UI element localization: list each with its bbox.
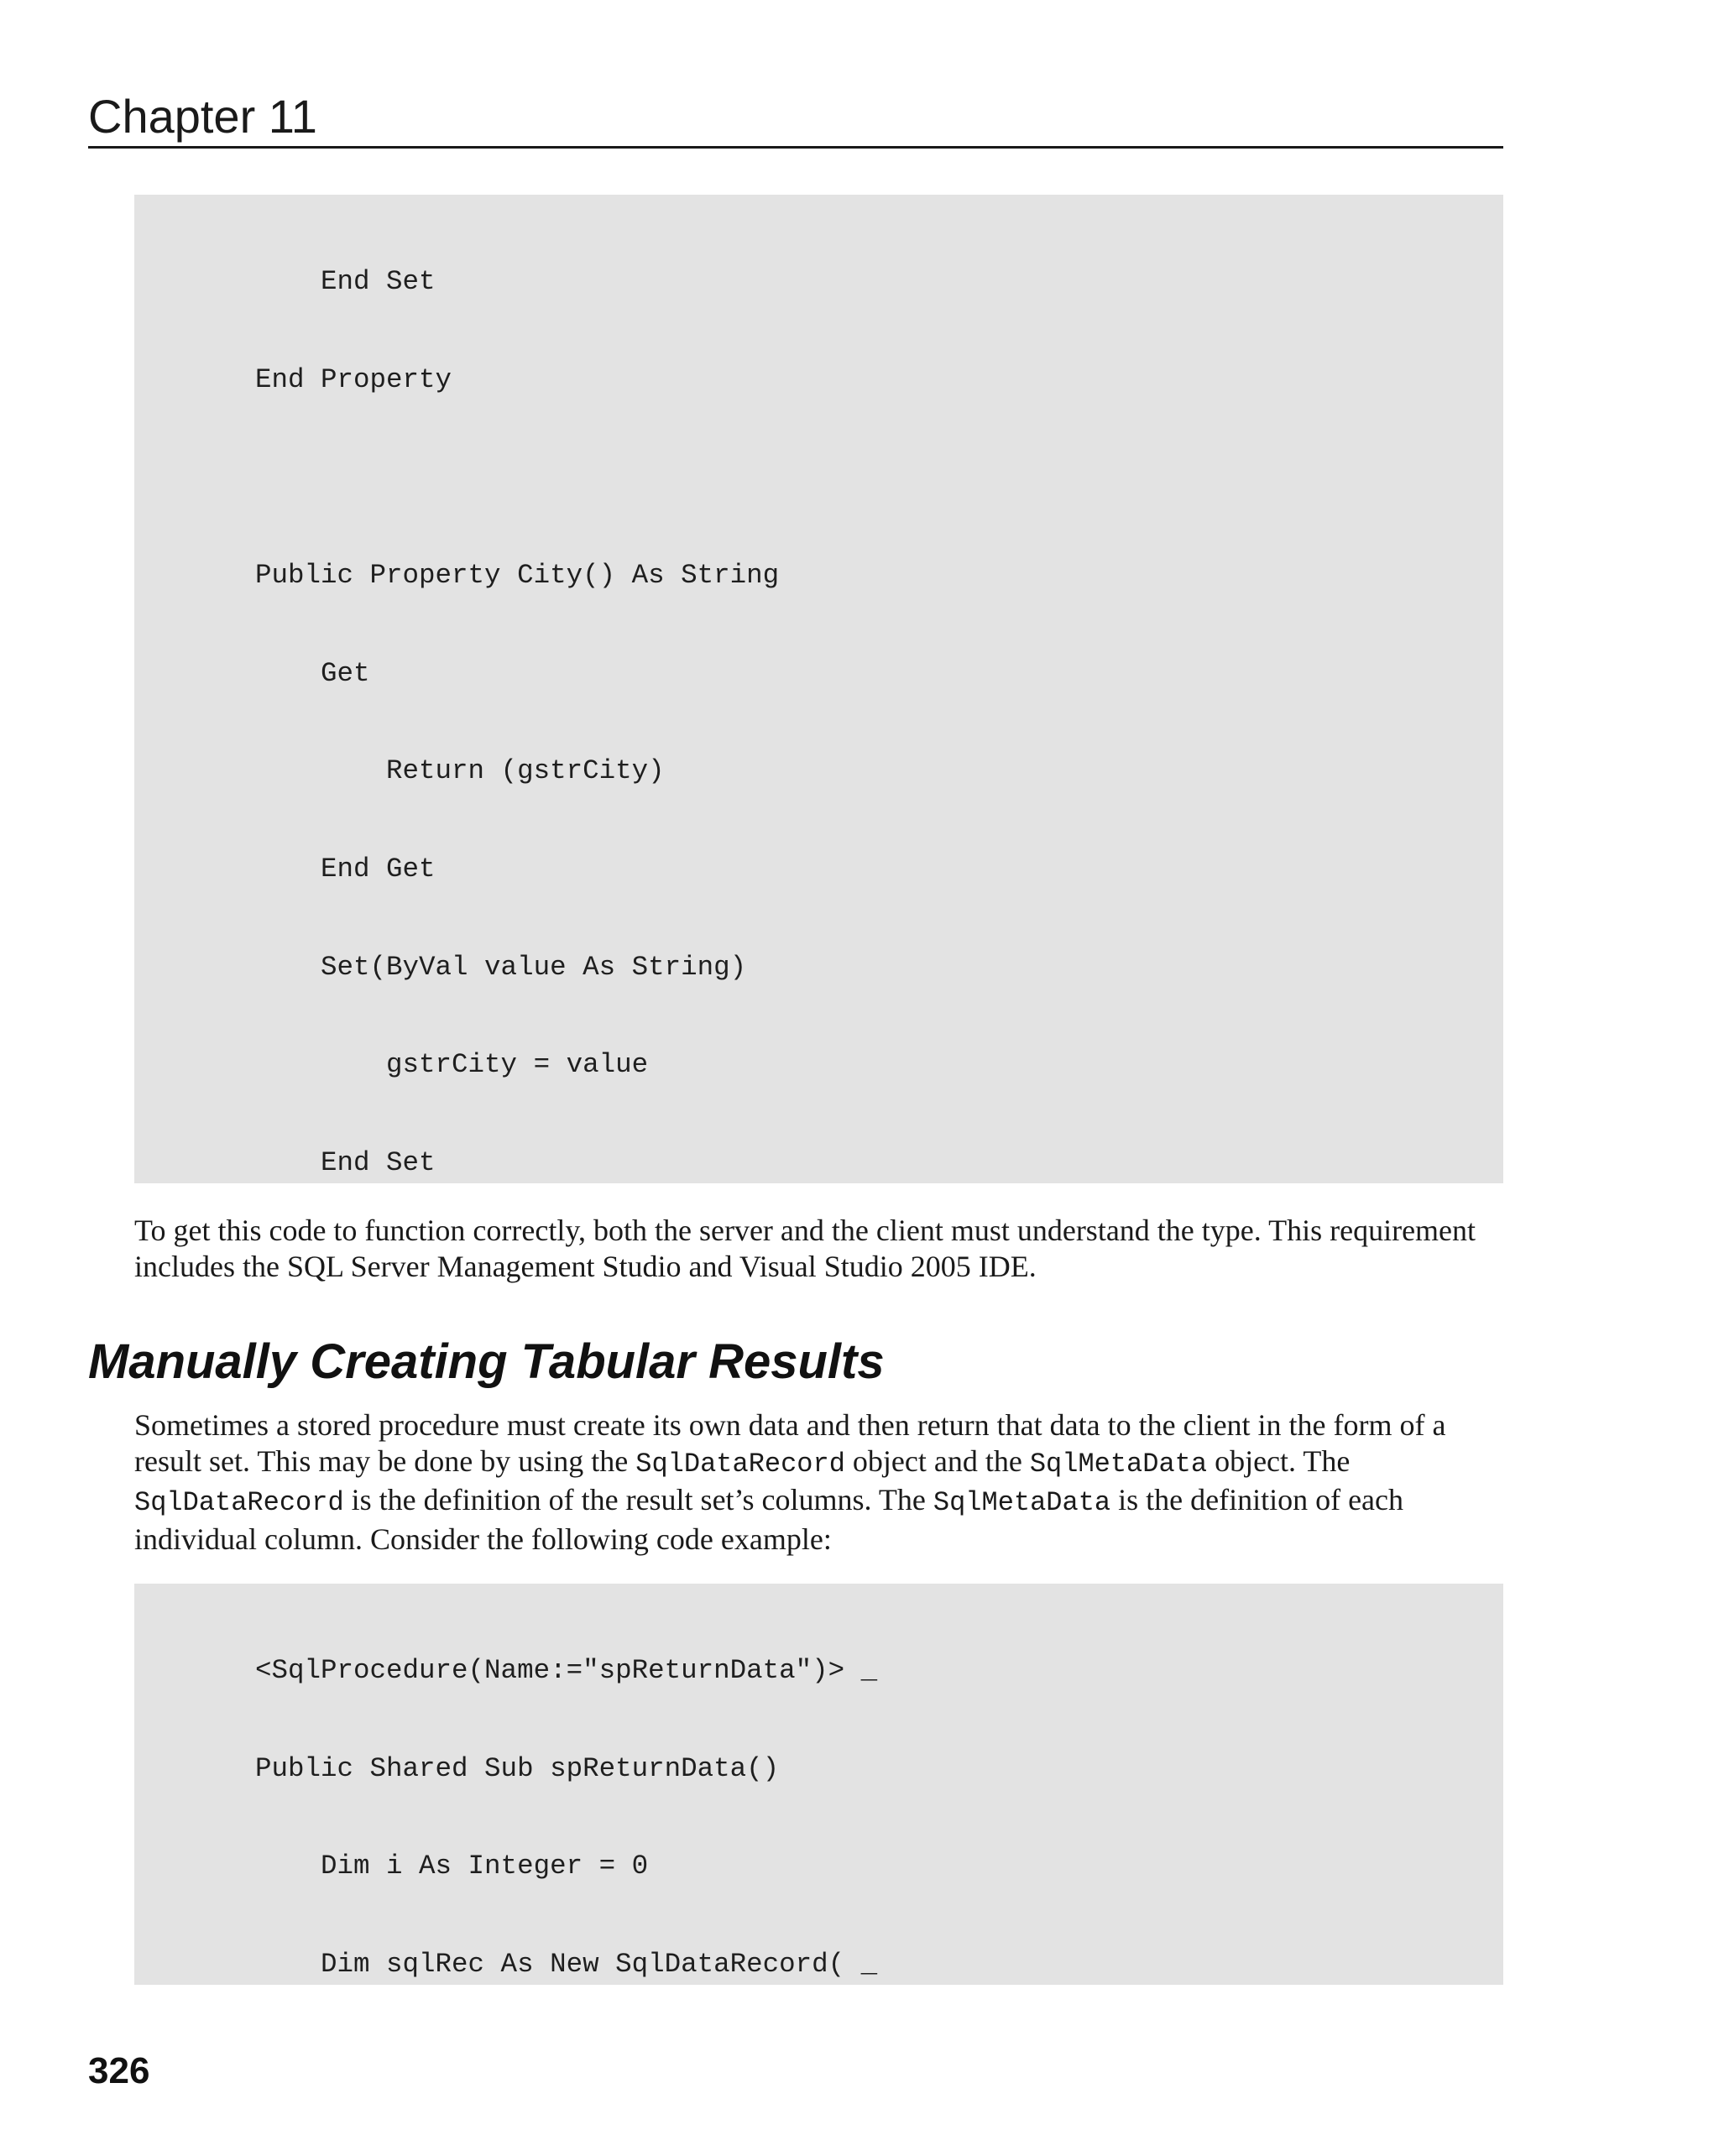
code-block-structure-properties xyxy=(134,195,1503,1183)
code-line: Public Property City() As String xyxy=(190,559,780,591)
code-line: Get xyxy=(190,657,370,689)
body-paragraph: To get this code to function correctly, both the server and the client must understand the type. This requirement includes the SQL Server Management Studio and Visual Studio 2005 IDE. xyxy=(134,1214,1476,1283)
body-paragraph-tabular-results xyxy=(134,1407,1511,1557)
paragraph-text: Sometimes a stored procedure must create its own data and then return that data to the client in the form of a result set. This may be done by using the xyxy=(134,1408,1446,1478)
code-line: Dim sqlRec As New SqlDataRecord( _ xyxy=(190,1948,878,1980)
inline-code: SqlDataRecord xyxy=(635,1448,845,1480)
code-line: Public Shared Sub spReturnData() xyxy=(190,1752,780,1784)
code-line: End Property xyxy=(190,363,452,395)
section-heading: Manually Creating Tabular Results xyxy=(88,1334,885,1389)
chapter-title: Chapter 11 xyxy=(88,90,317,143)
code-line xyxy=(190,462,1503,494)
inline-code: SqlMetaData xyxy=(1029,1448,1208,1480)
inline-code: SqlDataRecord xyxy=(134,1487,344,1518)
paragraph-text: is the definition of the result set’s columns. The xyxy=(343,1483,933,1517)
paragraph-text: object. The xyxy=(1207,1443,1351,1478)
code-line: End Get xyxy=(190,854,436,885)
chapter-header xyxy=(88,87,1503,149)
code-block-sp-return-data xyxy=(134,1584,1503,1985)
inline-code: SqlMetaData xyxy=(933,1487,1111,1518)
code-line: <SqlProcedure(Name:="spReturnData")> _ xyxy=(190,1654,878,1686)
code-line: End Set xyxy=(190,1147,436,1179)
paragraph-text: is the definition of each individual column. Consider the following code example: xyxy=(134,1483,1403,1556)
code-line: Dim i As Integer = 0 xyxy=(190,1851,649,1882)
code-line: Set(ByVal value As String) xyxy=(190,951,747,983)
code-line: End Set xyxy=(190,265,436,297)
code-line: gstrCity = value xyxy=(190,1049,649,1081)
code-line: Return (gstrCity) xyxy=(190,755,665,787)
page-number: 326 xyxy=(88,2050,150,2091)
paragraph-text: object and the xyxy=(844,1443,1030,1478)
